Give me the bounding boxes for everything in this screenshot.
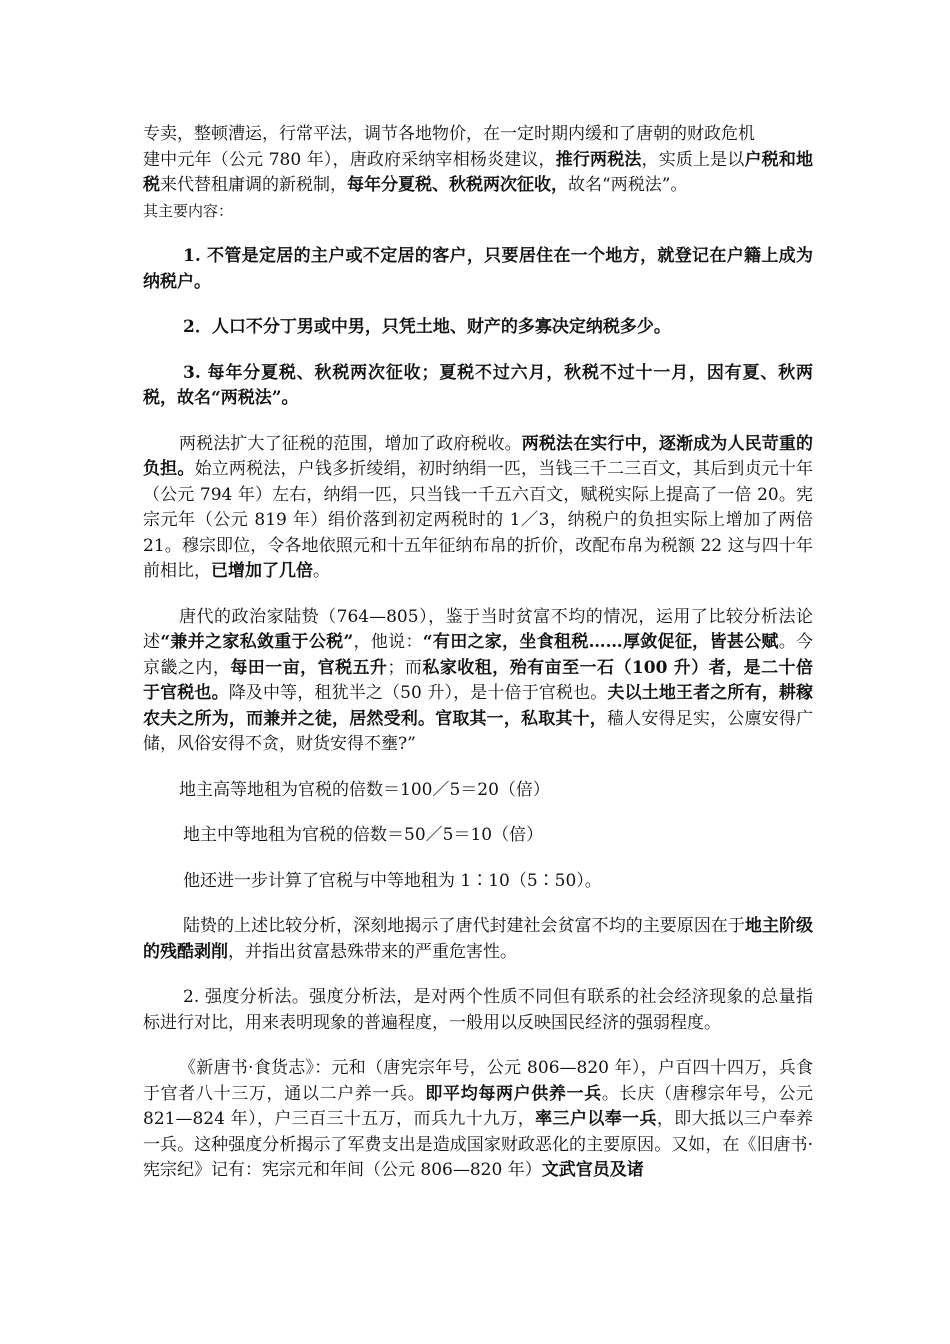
bold-run: 户税和地税 — [143, 149, 814, 195]
text-run: 。今京畿之内， — [143, 632, 814, 678]
text-run: 始立两税法，户钱多折绫绢，初时纳绢一匹，当钱三千二三百文，其后到贞元十年（公元 794 年）左右，纳绢一匹，只当钱一千五六百文，赋税实际上提高了一倍 20。宪宗元年（公元 819 年）绢价落到初定两税时的 1／3，纳税户的负担实际上增加了两倍 21。穆宗即位，令各地依照元和十五年征纳布帛的折价，改配布帛为税额 22 这与四十年前相比， — [143, 459, 814, 581]
text-run: 降及中等，租犹半之（50 升），是十倍于官税也。 — [228, 683, 608, 703]
paragraph-tax-burden — [143, 432, 813, 585]
text-run: 两税法扩大了征税的范围，增加了政府税收。 — [179, 433, 522, 454]
text-run: 来代替租庸调的新税制， — [160, 175, 347, 195]
calc-line-ratio: 他还进一步计算了官税与中等地租为 1∶10（5∶50）。 — [183, 870, 602, 891]
bold-run: 已增加了几倍 — [211, 561, 313, 581]
bold-run: 每年分夏税、秋税两次征收， — [347, 175, 568, 195]
content-item-1: 1. 不管是定居的主户或不定居的客户，只要居住在一个地方，就登记在户籍上成为纳税户。 — [143, 246, 813, 292]
text-run: 《新唐书·食货志》：元和（唐宪宗年号，公元 806—820 年），户百四十四万，兵食于官者八十三万，通以二户养一兵。 — [143, 1058, 813, 1104]
intro-line: 其主要内容： — [143, 201, 234, 220]
bold-run: 地主阶级的残酷剥削 — [143, 916, 814, 962]
bold-run: 两税法在实行中，逐渐成为人民苛重的负担。 — [143, 433, 814, 479]
bold-run: 夫以土地王者之所有，耕稼农夫之所为，而兼并之徒，居然受利。官取其一，私取其十， — [143, 683, 814, 729]
paragraph-two-tax-intro — [143, 122, 813, 199]
paragraph-analysis-conclusion — [143, 914, 813, 965]
paragraph-intensity-method: 2. 强度分析法。强度分析法，是对两个性质不同但有联系的社会经济现象的总量指标进行对比，用来表明现象的普遍程度，一般用以反映国民经济的强弱程度。 — [143, 987, 813, 1033]
text-run: 专卖，整顿漕运，行常平法，调节各地物价，在一定时期内缓和了唐朝的财政危机 — [143, 124, 755, 144]
text-run: ；而 — [387, 657, 423, 678]
bold-run: 文武官员及诸 — [541, 1160, 644, 1180]
text-run: ，他说： — [353, 632, 423, 652]
bold-run: 率三户以奉一兵 — [535, 1109, 657, 1129]
text-run: 建中元年（公元 780 年），唐政府采纳宰相杨炎建议， — [143, 149, 556, 170]
text-run: 。 — [313, 561, 330, 581]
text-run: ，即大抵以三户奉养一兵。这种强度分析揭示了军费支出是造成国家财政恶化的主要原因。又如，在《旧唐书·宪宗纪》记有：宪宗元和年间（公元 806—820 年） — [143, 1109, 813, 1180]
text-run: ，并指出贫富悬殊带来的严重危害性。 — [228, 941, 517, 962]
calc-line-mid: 地主中等地租为官税的倍数＝50／5＝10（倍） — [183, 825, 544, 845]
bold-run: 每田一亩，官税五升 — [230, 657, 388, 678]
bold-run: 即平均每两户供养一兵 — [425, 1083, 602, 1104]
text-run: 故名“两税法”。 — [568, 175, 688, 195]
bold-run: “有田之家，坐食租税……厚敛促征，皆甚公赋 — [422, 632, 779, 652]
text-run: ，实质上是以 — [641, 149, 745, 170]
paragraph-military-ratio — [143, 1056, 813, 1184]
paragraph-lu-zhi — [143, 605, 813, 758]
document-body — [143, 122, 813, 1184]
bold-run: “兼并之家私敛重于公税” — [160, 632, 354, 652]
text-run: 。长庆（唐穆宗年号，公元 821—824 年），户三百三十五万，而兵九十九万， — [143, 1083, 814, 1129]
content-item-3: 3. 每年分夏税、秋税两次征收；夏税不过六月，秋税不过十一月，因有夏、秋两税，故名“两税法”。 — [143, 362, 813, 408]
calc-line-high: 地主高等地租为官税的倍数＝100／5＝20（倍） — [179, 779, 550, 800]
text-run: 陆贽的上述比较分析，深刻地揭示了唐代封建社会贫富不均的主要原因在于 — [183, 916, 745, 936]
text-run: 穑人安得足实，公廪安得广储，风俗安得不贪，财货安得不壅?” — [143, 708, 814, 754]
text-run: 唐代的政治家陆贽（764—805），鉴于当时贫富不均的情况，运用了比较分析法论述 — [143, 606, 813, 652]
bold-run: 私家收租，殆有亩至一石（100 升）者，是二十倍于官税也。 — [143, 657, 814, 703]
content-item-2: 2．人口不分丁男或中男，只凭土地、财产的多寡决定纳税多少。 — [183, 317, 671, 337]
bold-run: 推行两税法 — [555, 149, 642, 170]
